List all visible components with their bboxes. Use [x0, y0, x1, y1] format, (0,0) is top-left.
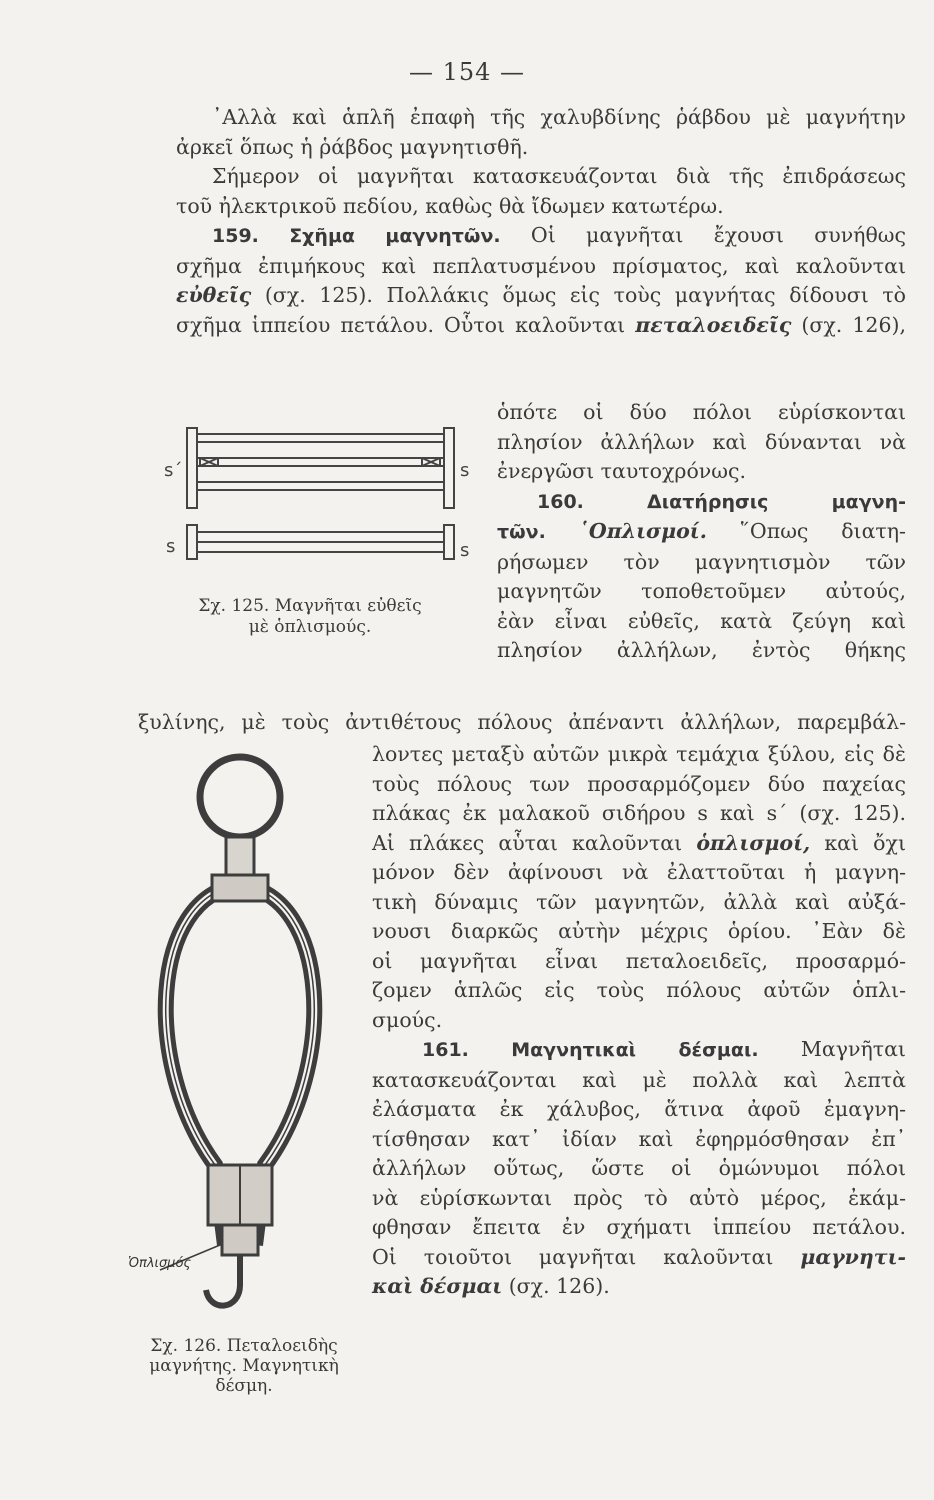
text-line: σμούς.	[372, 1007, 443, 1032]
section-subtitle: ῾Οπλισμοί.	[578, 519, 707, 543]
caption-line: μὲ ὁπλισμούς.	[248, 617, 372, 637]
armature-plate	[187, 428, 197, 508]
right-column-b	[372, 740, 906, 1302]
section-number: 161.	[422, 1039, 469, 1061]
full-width-line	[138, 708, 906, 738]
section-title: Σχῆμα μαγνητῶν.	[289, 225, 501, 247]
text-line: μαγνητῶν τοποθετοῦμεν αὐτούς,	[497, 579, 906, 603]
text-line: Σήμερον οἱ μαγνῆται κατασκευάζονται διὰ τῆς ἐπιδράσεως	[212, 164, 906, 188]
intro-text	[176, 103, 906, 340]
text-line: οἱ μαγνῆται εἶναι πεταλοειδεῖς, προσαρμό-	[372, 948, 906, 973]
text-line: μόνον δὲν ἀφίνουσι νὰ ἐλαττοῦται ἡ μαγνη-	[372, 860, 906, 884]
figure-125-straight-magnets	[160, 420, 480, 580]
caption-line: Σχ. 125. Μαγνῆται εὐθεῖς	[198, 596, 422, 616]
text-line: σχῆμα ἱππείου πετάλου. Οὗτοι καλοῦνται πεταλοειδεῖς (σχ. 126),	[176, 312, 906, 337]
text-line: εὐθεῖς (σχ. 125). Πολλάκις ὅμως εἰς τοὺς μαγνήτας δίδουσι τὸ	[176, 283, 906, 307]
text-line: ἐνεργῶσι ταυτοχρόνως.	[497, 459, 746, 483]
keeper	[222, 1225, 258, 1255]
text-line: τοὺς πόλους των προσαρμόζομεν δύο παχείας	[372, 771, 906, 796]
label-s: s	[460, 460, 470, 481]
text-line: λοντες μεταξὺ αὐτῶν μικρὰ τεμάχια ξύλου, εἰς δὲ	[372, 742, 906, 766]
text-line: τῶν. ῾Οπλισμοί. ῞Οπως διατη-	[497, 519, 906, 543]
text-line: ξυλίνης, μὲ τοὺς ἀντιθέτους πόλους ἀπέναντι ἀλλήλων, παρεμβάλ-	[138, 710, 906, 734]
text-line: καὶ δέσμαι (σχ. 126).	[372, 1274, 610, 1298]
text-line: πλησίον ἀλλήλων καὶ δύνανται νὰ	[497, 429, 906, 454]
caption-line: μαγνήτης. Μαγνητικὴ	[149, 1356, 339, 1376]
text-line: ζομεν ἁπλῶς εἰς τοὺς πόλους αὐτῶν ὁπλι-	[372, 978, 906, 1002]
page-number: — 154 —	[408, 58, 526, 86]
bar-magnet	[197, 466, 444, 490]
section-number: 159.	[212, 225, 259, 247]
text-line: ἀλλήλων οὕτως, ὥστε οἱ ὁμώνυμοι πόλοι	[372, 1156, 906, 1180]
section-161-first-line: 161. Μαγνητικαὶ δέσμαι. Μαγνῆται	[422, 1037, 906, 1061]
label-s: s	[460, 540, 470, 561]
suspension-ring	[200, 757, 280, 837]
term: εὐθεῖς	[176, 283, 252, 307]
caption-line: δέσμη.	[215, 1376, 273, 1396]
text-line: ἀρκεῖ ὅπως ἡ ῥάβδος μαγνητισθῆ.	[176, 134, 529, 159]
text-line: ὁπότε οἱ δύο πόλοι εὑρίσκονται	[497, 400, 906, 424]
text-line: τοῦ ἠλεκτρικοῦ πεδίου, καθὼς θὰ ἴδωμεν κατωτέρω.	[176, 193, 724, 218]
right-column-a	[497, 398, 906, 666]
armature-plate	[444, 428, 454, 508]
hook	[206, 1255, 240, 1306]
term: ὁπλισμοί,	[696, 830, 811, 855]
section-160-heading	[497, 487, 906, 518]
figure-126-magnetic-bundle	[120, 745, 370, 1330]
text-line: τικὴ δύναμις τῶν μαγνητῶν, ἀλλὰ καὶ αὐξά-	[372, 889, 906, 914]
text-line: νουσι διαρκῶς αὐτὴν μέχρις ὁρίου. ᾿Εὰν δὲ	[372, 919, 906, 943]
bar-magnet	[197, 434, 444, 458]
text-line: ρήσωμεν τὸν μαγνητισμὸν τῶν	[497, 549, 906, 574]
text-line: Οἱ τοιοῦτοι μαγνῆται καλοῦνται μαγνητι-	[372, 1244, 906, 1269]
section-title: Μαγνητικαὶ δέσμαι.	[511, 1039, 759, 1061]
text-line: ᾿Αλλὰ καὶ ἁπλῆ ἐπαφὴ τῆς χαλυβδίνης ῥάβδου μὲ μαγνήτην	[212, 105, 906, 129]
text-line: Αἱ πλάκες αὗται καλοῦνται ὁπλισμοί, καὶ ὄχι	[372, 830, 906, 855]
text-line: πλάκας ἐκ μαλακοῦ σιδήρου s καὶ s΄ (σχ. 125).	[372, 801, 906, 825]
section-number: 160.	[537, 490, 584, 513]
text-line: ἐὰν εἶναι εὐθεῖς, κατὰ ζεύγη καὶ	[497, 608, 906, 633]
text-line: σχῆμα ἐπιμήκους καὶ πεπλατυσμένου πρίσματος, καὶ καλοῦνται	[176, 253, 906, 278]
text-line: ἐλάσματα ἐκ χάλυβος, ἅτινα ἀφοῦ ἐμαγνη-	[372, 1097, 906, 1121]
armature-plate	[444, 525, 454, 559]
text-line: κατασκευάζονται καὶ μὲ πολλὰ καὶ λεπτὰ	[372, 1067, 906, 1092]
figure-126-caption	[126, 1336, 362, 1396]
top-clamp	[212, 875, 268, 901]
section-159-first-line: 159. Σχῆμα μαγνητῶν. Οἱ μαγνῆται ἔχουσι συνήθως	[212, 223, 906, 247]
caption-line: Σχ. 126. Πεταλοειδὴς	[150, 1336, 338, 1356]
handwritten-label: Ὁπλισμός	[128, 1256, 192, 1271]
text-line: νὰ εὑρίσκωνται πρὸς τὸ αὐτὸ μέρος, ἐκάμ-	[372, 1185, 906, 1210]
term: μαγνητι-	[800, 1244, 906, 1269]
section-title: Διατήρησις μαγνη-	[647, 490, 906, 513]
text-line: φθησαν ἔπειτα ἐν σχήματι ἱππείου πετάλου.	[372, 1215, 906, 1239]
text-line: πλησίον ἀλλήλων, ἐντὸς θήκης	[497, 638, 906, 662]
label-s-prime: s΄	[164, 460, 183, 481]
term: καὶ δέσμαι	[372, 1274, 503, 1298]
term: πεταλοειδεῖς	[635, 312, 792, 337]
text-line: τίσθησαν κατ᾿ ἰδίαν καὶ ἐφηρμόσθησαν ἐπ᾿	[372, 1126, 906, 1151]
armature-plate	[187, 525, 197, 559]
figure-125-caption	[150, 596, 470, 638]
label-s: s	[166, 536, 176, 557]
